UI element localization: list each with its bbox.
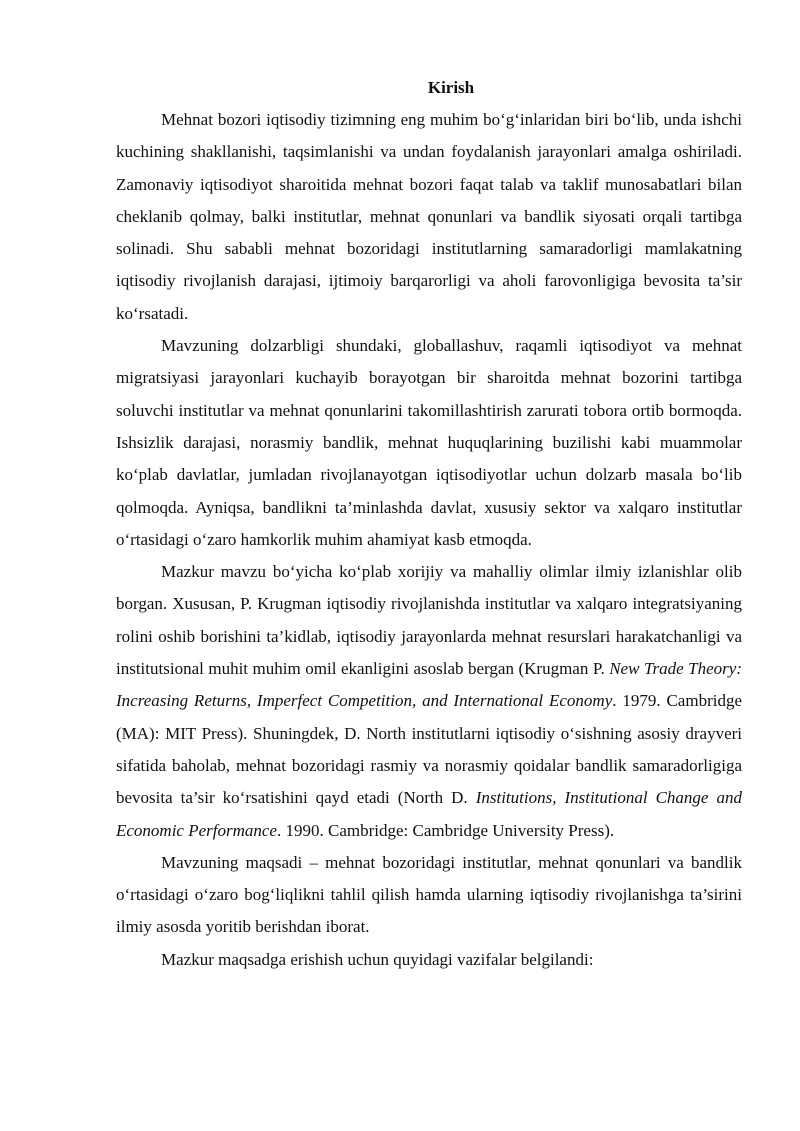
paragraph-goal: Mavzuning maqsadi – mehnat bozoridagi institutlar, mehnat qonunlari va bandlik o‘rtasidagi o‘zaro bog‘liqlikni tahlil qilish hamda ularning iqtisodiy rivojlanishga ta’sirini ilmiy asosda yoritib berishdan iborat. [116, 852, 742, 937]
document-page [116, 72, 742, 976]
literature-text-b: . 1979. Cambridge (MA): MIT Press). Shuningdek, D. North institutlarni iqtisodiy o‘sishning asosiy drayveri sifatida baholab, mehnat bozoridagi rasmiy va norasmiy qoidalar bandlik samaradorligiga bevosita ta’sir ko‘rsatishini qayd etadi (North D. [116, 691, 742, 808]
north-book-title: Institutions, Institutional Change and Economic Performance [116, 788, 742, 840]
literature-text-c: . 1990. Cambridge: Cambridge University Press). [276, 820, 615, 840]
paragraph-tasks: Mazkur maqsadga erishish uchun quyidagi vazifalar belgilandi: [161, 949, 594, 969]
literature-text-a: Mazkur mavzu bo‘yicha ko‘plab xorijiy va mahalliy olimlar ilmiy izlanishlar olib borgan. Xususan, P. Krugman iqtisodiy rivojlanishda institutlar va xalqaro integratsiyaning rolini oshib borishini ta’kidlab, iqtisodiy jarayonlarda mehnat resurslari harakatchanligi va institutsional muhit muhim omil ekanligini asoslab bergan (Krugman P. [116, 562, 742, 679]
section-title: Kirish [427, 78, 475, 97]
paragraph-relevance: Mavzuning dolzarbligi shundaki, globallashuv, raqamli iqtisodiyot va mehnat migratsiyasi jarayonlari kuchayib borayotgan bir sharoitda mehnat bozorini tartibga soluvchi institutlar va mehnat qonunlarini takomillashtirish zarurati tobora ortib bormoqda. Ishsizlik darajasi, norasmiy bandlik, mehnat huquqlarining buzilishi kabi muammolar ko‘plab davlatlar, jumladan rivojlanayotgan iqtisodiyotlar uchun dolzarb masala bo‘lib qolmoqda. Ayniqsa, bandlikni ta’minlashda davlat, xususiy sektor va xalqaro institutlar o‘rtasidagi o‘zaro hamkorlik muhim ahamiyat kasb etmoqda. [116, 336, 742, 549]
paragraph-literature [116, 556, 742, 847]
paragraph-intro: Mehnat bozori iqtisodiy tizimning eng muhim bo‘g‘inlaridan biri bo‘lib, unda ishchi kuchining shakllanishi, taqsimlanishi va undan foydalanish jarayonlari amalga oshiriladi. Zamonaviy iqtisodiyot sharoitida mehnat bozori faqat talab va taklif munosabatlari bilan cheklanib qolmay, balki institutlar, mehnat qonunlari va bandlik siyosati orqali tartibga solinadi. Shu sababli mehnat bozoridagi institutlarning samaradorligi mamlakatning iqtisodiy rivojlanish darajasi, ijtimoiy barqarorligi va aholi farovonligiga bevosita ta’sir ko‘rsatadi. [116, 110, 742, 323]
krugman-book-title: New Trade Theory: Increasing Returns, Imperfect Competition, and International Economy [116, 659, 742, 711]
